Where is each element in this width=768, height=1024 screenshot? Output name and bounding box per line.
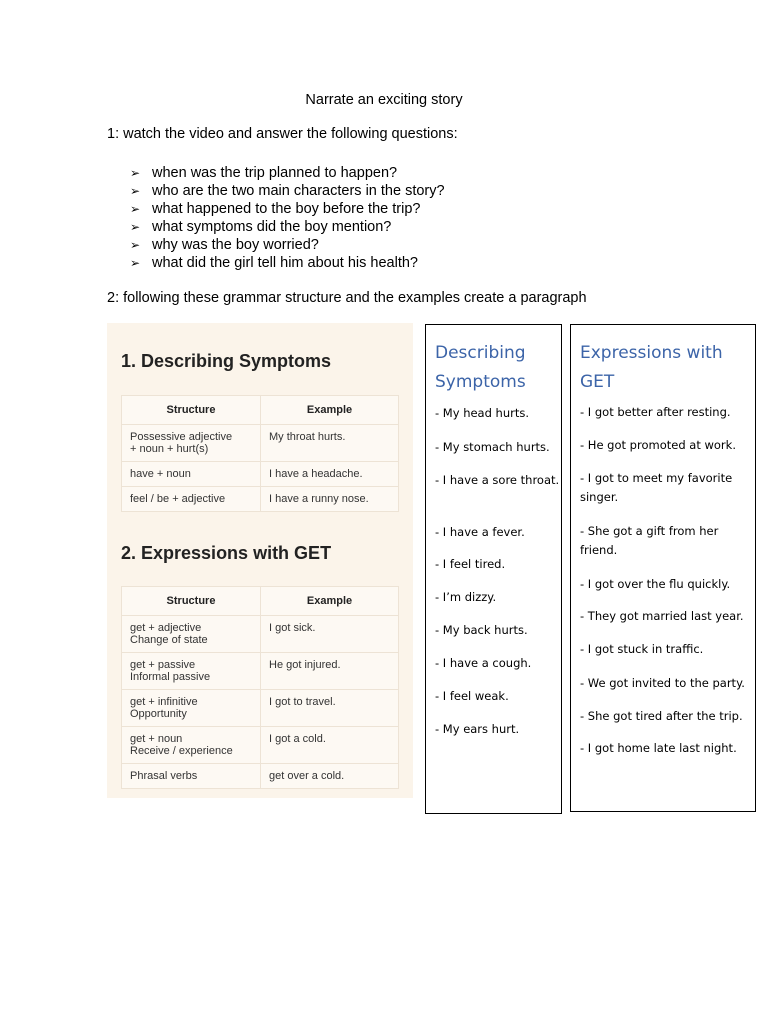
get-expressions-table (121, 586, 399, 789)
table-row (122, 487, 399, 512)
table-row (122, 653, 399, 690)
cell-structure: get + adjective (130, 622, 202, 634)
list-item: - He got promoted at work. (580, 438, 736, 452)
list-item: - I got to meet my favorite singer. (580, 471, 733, 504)
list-item: - She got a gift from her friend. (580, 524, 719, 557)
table-row (122, 425, 399, 462)
list-item: - I’m dizzy. (435, 590, 497, 604)
cell-example: I have a runny nose. (261, 487, 399, 512)
list-item: ➢ what did the girl tell him about his health? (130, 255, 418, 271)
list-item: - My head hurts. (435, 406, 530, 420)
get-examples-box (570, 324, 756, 812)
list-item: - My ears hurt. (435, 722, 520, 736)
cell-structure-sub: Opportunity (130, 708, 187, 720)
list-item: - We got invited to the party. (580, 676, 745, 690)
list-item: - I got over the flu quickly. (580, 577, 731, 591)
cell-structure: get + infinitive (130, 696, 198, 708)
cell-structure-sub: Receive / experience (130, 745, 233, 757)
questions-list (130, 164, 445, 272)
box1-title: Describing Symptoms (435, 343, 526, 392)
cell-example: I got a cold. (261, 727, 399, 764)
section2-title: 2. Expressions with GET (121, 543, 332, 563)
list-item: - I feel tired. (435, 557, 506, 571)
box2-title: Expressions with GET (580, 343, 723, 392)
table-row (122, 727, 399, 764)
cell-structure: Phrasal verbs (122, 764, 261, 789)
grammar-image-panel (107, 323, 413, 798)
table-header-row (122, 396, 399, 425)
list-item: - She got tired after the trip. (580, 709, 743, 723)
cell-example: He got injured. (261, 653, 399, 690)
list-item: - I got better after resting. (580, 405, 731, 419)
list-item: - I got home late last night. (580, 741, 737, 755)
arrow-bullet-icon: ➢ (130, 202, 141, 216)
cell-structure: get + passive (130, 659, 196, 671)
cell-structure-sub: Informal passive (130, 671, 211, 683)
cell-structure-sub: Change of state (130, 634, 208, 646)
column-header-example: Example (261, 396, 399, 425)
list-item: ➢ why was the boy worried? (130, 237, 319, 253)
arrow-bullet-icon: ➢ (130, 256, 141, 270)
list-item: - I have a cough. (435, 656, 532, 670)
cell-example: I got sick. (261, 616, 399, 653)
cell-example: get over a cold. (261, 764, 399, 789)
section1-title: 1. Describing Symptoms (121, 351, 332, 371)
cell-example: I got to travel. (261, 690, 399, 727)
table-row (122, 690, 399, 727)
list-item: - They got married last year. (580, 609, 744, 623)
arrow-bullet-icon: ➢ (130, 184, 141, 198)
list-item: ➢ what happened to the boy before the trip? (130, 201, 421, 217)
cell-example: I have a headache. (261, 462, 399, 487)
cell-structure: get + noun (130, 733, 183, 745)
arrow-bullet-icon: ➢ (130, 220, 141, 234)
list-item: - I have a sore throat. (435, 473, 560, 487)
cell-structure: feel / be + adjective (122, 487, 261, 512)
list-item: ➢ what symptoms did the boy mention? (130, 219, 392, 235)
table-row (122, 462, 399, 487)
list-item: ➢ who are the two main characters in the story? (130, 183, 445, 199)
table-header-row (122, 587, 399, 616)
cell-structure: have + noun (122, 462, 261, 487)
column-header-example: Example (261, 587, 399, 616)
list-item: - My back hurts. (435, 623, 528, 637)
cell-structure-sub: + noun + hurt(s) (130, 443, 209, 455)
arrow-bullet-icon: ➢ (130, 166, 141, 180)
table-row (122, 764, 399, 789)
list-item: - I got stuck in traffic. (580, 642, 704, 656)
list-item: - My stomach hurts. (435, 440, 550, 454)
list-item: - I feel weak. (435, 689, 509, 703)
column-header-structure: Structure (122, 587, 261, 616)
arrow-bullet-icon: ➢ (130, 238, 141, 252)
symptoms-table (121, 395, 399, 512)
task1-heading: 1: watch the video and answer the following questions: (107, 126, 458, 142)
symptoms-examples-box (425, 324, 562, 814)
list-item: - I have a fever. (435, 525, 525, 539)
cell-structure: Possessive adjective (130, 431, 233, 443)
page-title: Narrate an exciting story (305, 92, 463, 108)
task2-heading: 2: following these grammar structure and the examples create a paragraph (107, 290, 587, 306)
table-row (122, 616, 399, 653)
column-header-structure: Structure (122, 396, 261, 425)
list-item: ➢ when was the trip planned to happen? (130, 165, 398, 181)
cell-example: My throat hurts. (261, 425, 399, 462)
